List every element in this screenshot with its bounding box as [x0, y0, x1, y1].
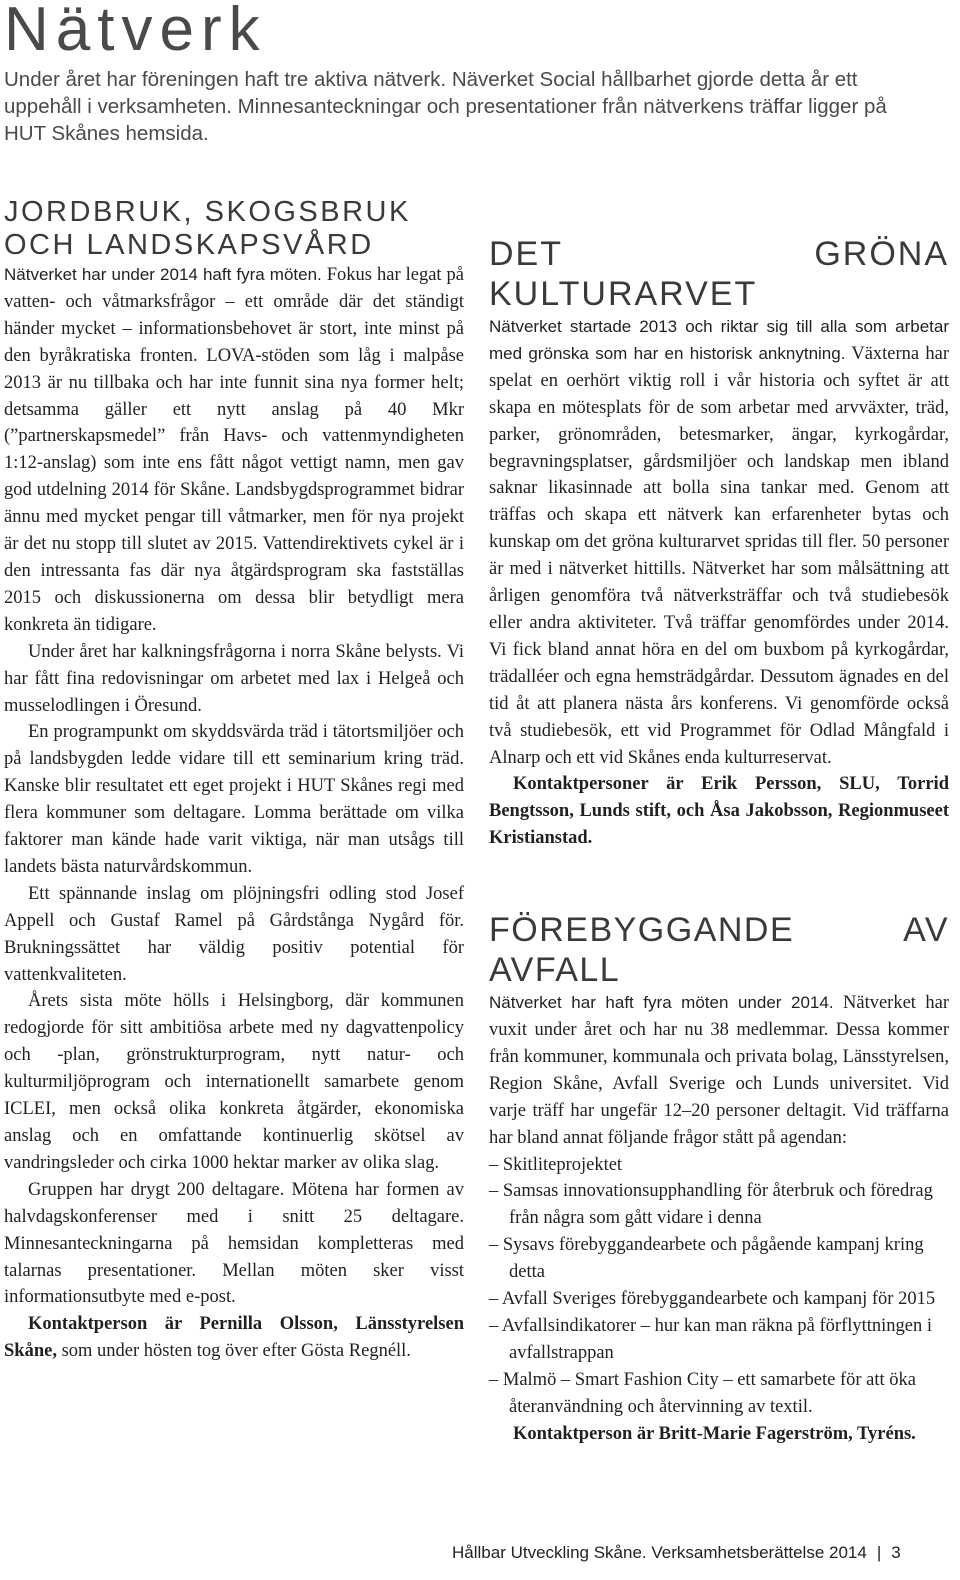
avfall-contact: Kontaktperson är Britt-Marie Fagerström, Tyréns.	[513, 1423, 916, 1444]
grona-p1: Växterna har spelat en oerhört viktig roll i vår historia och syftet är att skapa en mötesplats för de som arbetar med arvväxter, träd, parker, grönområden, betesmarker, ängar, kyrkogårdar, begravningsplatser, gårdsmiljöer och landskap men ibland saknar likasinnade att bolla sina tankar med. Genom att träffas och skapa ett nätverk kan erfarenheter bytas och kunskap om det gröna kulturarvet spridas till fler. 50 personer är med i nätverket hittills. Nätverket har som målsättning att årligen genomföra två nätverksträffar och två studiebesök eller andra aktiviteter. Två träffar genomfördes under 2014. Vi fick bland annat höra en del om buxbom på kyrkogårdar, trädalléer och egna hemsträdgårdar. Dessutom ägnades en del tid åt att planera nästa års konferens. Vi genomförde också två studiebesök, ett vid Programmet för Odlad Mångfald i Alnarp och ett vid Skånes enda kulturreservat.	[489, 343, 949, 768]
jordbruk-contact	[4, 1311, 464, 1365]
footer-separator: |	[876, 1543, 882, 1562]
grona-contact: Kontaktpersoner är Erik Persson, SLU, Torrid Bengtsson, Lunds stift, och Åsa Jakobsson, Regionmuseet Kristianstad.	[489, 774, 949, 849]
jordbruk-heading	[4, 196, 464, 262]
list-item: – Avfallsindikatorer – hur kan man räkna på förflyttningen i avfallstrappan	[489, 1316, 933, 1363]
list-item: – Samsas innovationsupphandling för återbruk och föredrag från några som gått vidare i denna	[489, 1181, 933, 1229]
left-column	[4, 196, 464, 1365]
avfall-p1: Nätverket har vuxit under året och har nu 38 medlemmar. Dessa kommer från kommuner, kommunala och privata bolag, Länsstyrelsen, Region Skåne, Avfall Sverige och Lunds universitet. Vid varje träff har ungefär 12–20 personer deltagit. Vid träffarna har bland annat följande frågor stått på agendan:	[489, 993, 950, 1148]
jordbruk-contact-rest: som under hösten tog över efter Gösta Regnéll.	[56, 1341, 411, 1362]
jordbruk-p3: En programpunkt om skyddsvärda träd i tätortsmiljöer och på landsbygden ledde vidare till ett seminarium kring träd. Kanske blir resultatet ett eget projekt i HUT Skånes regi med flera kommuner som deltagare. Lomma berättade om vilka faktorer man kände hade varit viktiga, när man utsågs till landets bästa naturvårdskommun.	[4, 722, 464, 877]
avfall-heading: FÖREBYGGANDE AV AVFALL	[489, 911, 949, 990]
page-footer	[452, 1543, 901, 1563]
jordbruk-paragraph	[4, 262, 464, 639]
jordbruk-p5: Årets sista möte hölls i Helsingborg, där kommunen redogjorde för sitt ambitiösa arbete med ny dagvattenpolicy och -plan, grönstrukturprogram, nytt natur- och kulturmiljöprogram och internationellt samarbete genom ICLEI, men också olika konkreta åtgärder, ekonomiska anslag och en omfattande kontinuerlig skötsel av vandringsleder och cirka 1000 hektar marker av olika slag.	[4, 991, 464, 1173]
grona-lead: Nätverket startade 2013 och riktar sig till alla som arbetar med grönska som har en historisk anknytning.	[489, 317, 949, 363]
jordbruk-p6: Gruppen har drygt 200 deltagare. Mötena har formen av halvdagskonferenser med i snitt 25 deltagare. Minnesanteckningarna på hemsidan kompletteras med talarnas presentationer. Mellan möten sker visst informationsutbyte med e-post.	[4, 1179, 464, 1308]
grona-paragraph	[489, 314, 949, 771]
avfall-lead: Nätverket har haft fyra möten under 2014.	[489, 993, 834, 1013]
page-number: 3	[891, 1543, 901, 1562]
jordbruk-lead: Nätverket har under 2014 haft fyra möten.	[4, 265, 322, 284]
list-item: – Avfall Sveriges förebyggandearbete och kampanj för 2015	[489, 1289, 936, 1310]
avfall-paragraph	[489, 990, 949, 1151]
jordbruk-p1: Fokus har legat på vatten- och våtmarksfrågor – ett område där det ständigt händer mycket – informationsbehovet är stort, inte minst på den byråkratiska fronten. LOVA-stöden som låg i malpåse 2013 är nu tillbaka och har inte funnit sina nya former helt; detsamma gäller ett nytt anslag på 40 Mkr (”partnerskapsmedel” från Havs- och vattenmyndigheten 1:12-anslag) som inte ens fått något vettigt namn, men gav god utdelning 2014 för Skåne. Landsbygdsprogrammet bidrar ännu med mycket pengar till våtmarker, men för nya projekt är det nu stopp till slutet av 2015. Vattendirektivets cykel är i den intressanta fas där nya åtgärdsprogram ska fastställas 2015 och diskussionerna om dessa blir betydligt mera konkreta än tidigare.	[4, 265, 464, 635]
jordbruk-contact-bold: Kontaktperson är Pernilla Olsson, Länsstyrelsen Skåne,	[4, 1314, 464, 1362]
page-title: Nätverk	[4, 0, 267, 64]
list-item: – Malmö – Smart Fashion City – ett samarbete för att öka återanvändning och återvinning av textil.	[489, 1369, 916, 1417]
jordbruk-heading-line1: JORDBRUK, SKOGSBRUK	[4, 196, 411, 228]
intro-text: Under året har föreningen haft tre aktiva nätverk. Näverket Social hållbarhet gjorde detta år ett uppehåll i verksamheten. Minnesanteckningar och presentationer från nätverkens träffar ligger på HUT Skånes hemsida.	[4, 68, 887, 145]
agenda-list	[489, 1152, 949, 1421]
list-item: – Sysavs förebyggandearbete och pågående kampanj kring detta	[489, 1235, 924, 1283]
list-item: – Skitliteprojektet	[489, 1154, 623, 1175]
footer-publication: Hållbar Utveckling Skåne. Verksamhetsberättelse 2014	[452, 1543, 867, 1562]
jordbruk-p4: Ett spännande inslag om plöjningsfri odling stod Josef Appell och Gustaf Ramel på Gårdstånga Nygård för. Brukningssättet har väldig positiv potential för vattenkvaliteten.	[4, 883, 464, 985]
jordbruk-p2: Under året har kalkningsfrågorna i norra Skåne belysts. Vi har fått fina redovisningar om arbetet med lax i Helgeå och musselodlingen i Öresund.	[4, 641, 464, 716]
grona-heading: DET GRÖNA KULTURARVET	[489, 235, 949, 313]
jordbruk-heading-line2: OCH LANDSKAPSVÅRD	[4, 229, 374, 261]
right-column	[489, 234, 949, 1448]
